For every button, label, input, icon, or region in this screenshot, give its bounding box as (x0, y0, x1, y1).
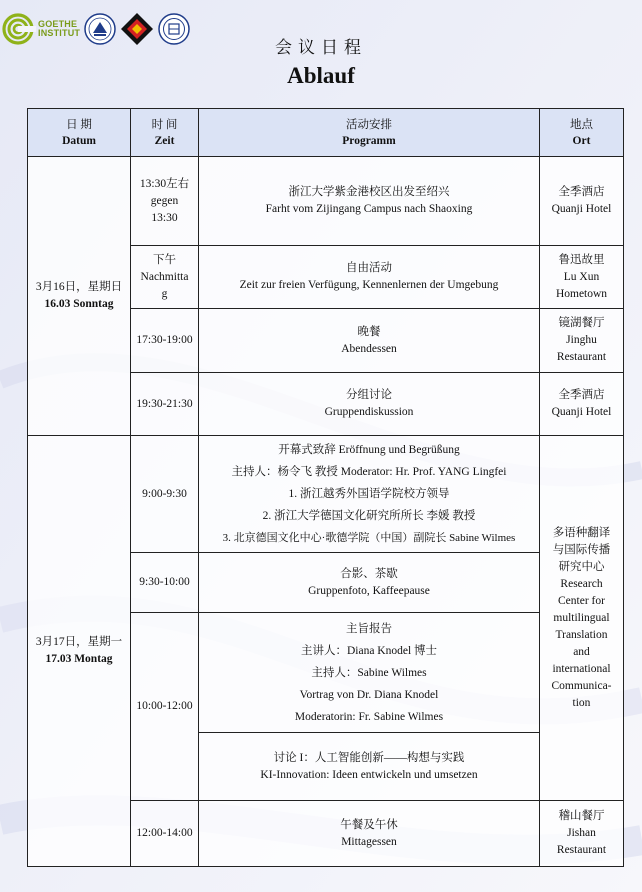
place-cell: 稽山餐厅 Jishan Restaurant (540, 801, 624, 867)
time-cell: 9:30-10:00 (131, 553, 199, 613)
page-title-cn: 会议日程 (275, 38, 367, 57)
header-time: 时 间 Zeit (131, 109, 199, 157)
program-cell: 开幕式致辞 Eröffnung und Begrüßung 主持人：杨令飞 教授 Moderator: Hr. Prof. YANG Lingfei 1. 浙江越秀外国语学院校方领导 2. 浙江大学德国文化研究所所长 李媛 教授 3. 北京德国文化中心·歌德学院（中国）副院长 Sabine Wilmes (199, 436, 540, 553)
time-cell: 19:30-21:30 (131, 373, 199, 436)
header-place: 地点 Ort (540, 109, 624, 157)
time-cell: 10:00-12:00 (131, 613, 199, 801)
page-title-de: Ablauf (287, 63, 355, 88)
table-row (28, 436, 624, 553)
time-cell: 13:30左右 gegen 13:30 (131, 157, 199, 246)
place-cell: 镜湖餐厅 Jinghu Restaurant (540, 309, 624, 373)
date-cell-day2: 3月17日，星期一 17.03 Montag (28, 436, 131, 867)
program-cell: 合影、茶歇 Gruppenfoto, Kaffeepause (199, 553, 540, 613)
goethe-line2: INSTITUT (38, 28, 81, 38)
table-row (28, 157, 624, 246)
header-date: 日 期 Datum (28, 109, 131, 157)
program-cell: 主旨报告 主讲人：Diana Knodel 博士 主持人：Sabine Wilmes Vortrag von Dr. Diana Knodel Moderatorin: Fr. Sabine Wilmes (199, 613, 540, 733)
place-cell-shared: 多语种翻译 与国际传播 研究中心 Research Center for multilingual Translation and international Communica- tion (540, 436, 624, 801)
time-cell: 12:00-14:00 (131, 801, 199, 867)
date-cell-day1: 3月16日，星期日 16.03 Sonntag (28, 157, 131, 436)
program-cell: 浙江大学紫金港校区出发至绍兴 Farht vom Zijingang Campus nach Shaoxing (199, 157, 540, 246)
place-cell: 鲁迅故里 Lu Xun Hometown (540, 246, 624, 309)
place-cell: 全季酒店 Quanji Hotel (540, 157, 624, 246)
program-cell: 午餐及午休 Mittagessen (199, 801, 540, 867)
program-cell: 分组讨论 Gruppendiskussion (199, 373, 540, 436)
time-cell: 下午 Nachmitta g (131, 246, 199, 309)
header-program: 活动安排 Programm (199, 109, 540, 157)
time-cell: 9:00-9:30 (131, 436, 199, 553)
goethe-line1: GOETHE (38, 19, 78, 29)
time-cell: 17:30-19:00 (131, 309, 199, 373)
program-cell: 晚餐 Abendessen (199, 309, 540, 373)
place-cell: 全季酒店 Quanji Hotel (540, 373, 624, 436)
header-row (28, 109, 624, 157)
program-cell: 自由活动 Zeit zur freien Verfügung, Kennenlernen der Umgebung (199, 246, 540, 309)
program-cell: 讨论 I：人工智能创新——构想与实践 KI-Innovation: Ideen entwickeln und umsetzen (199, 733, 540, 801)
agenda-table (27, 108, 624, 867)
